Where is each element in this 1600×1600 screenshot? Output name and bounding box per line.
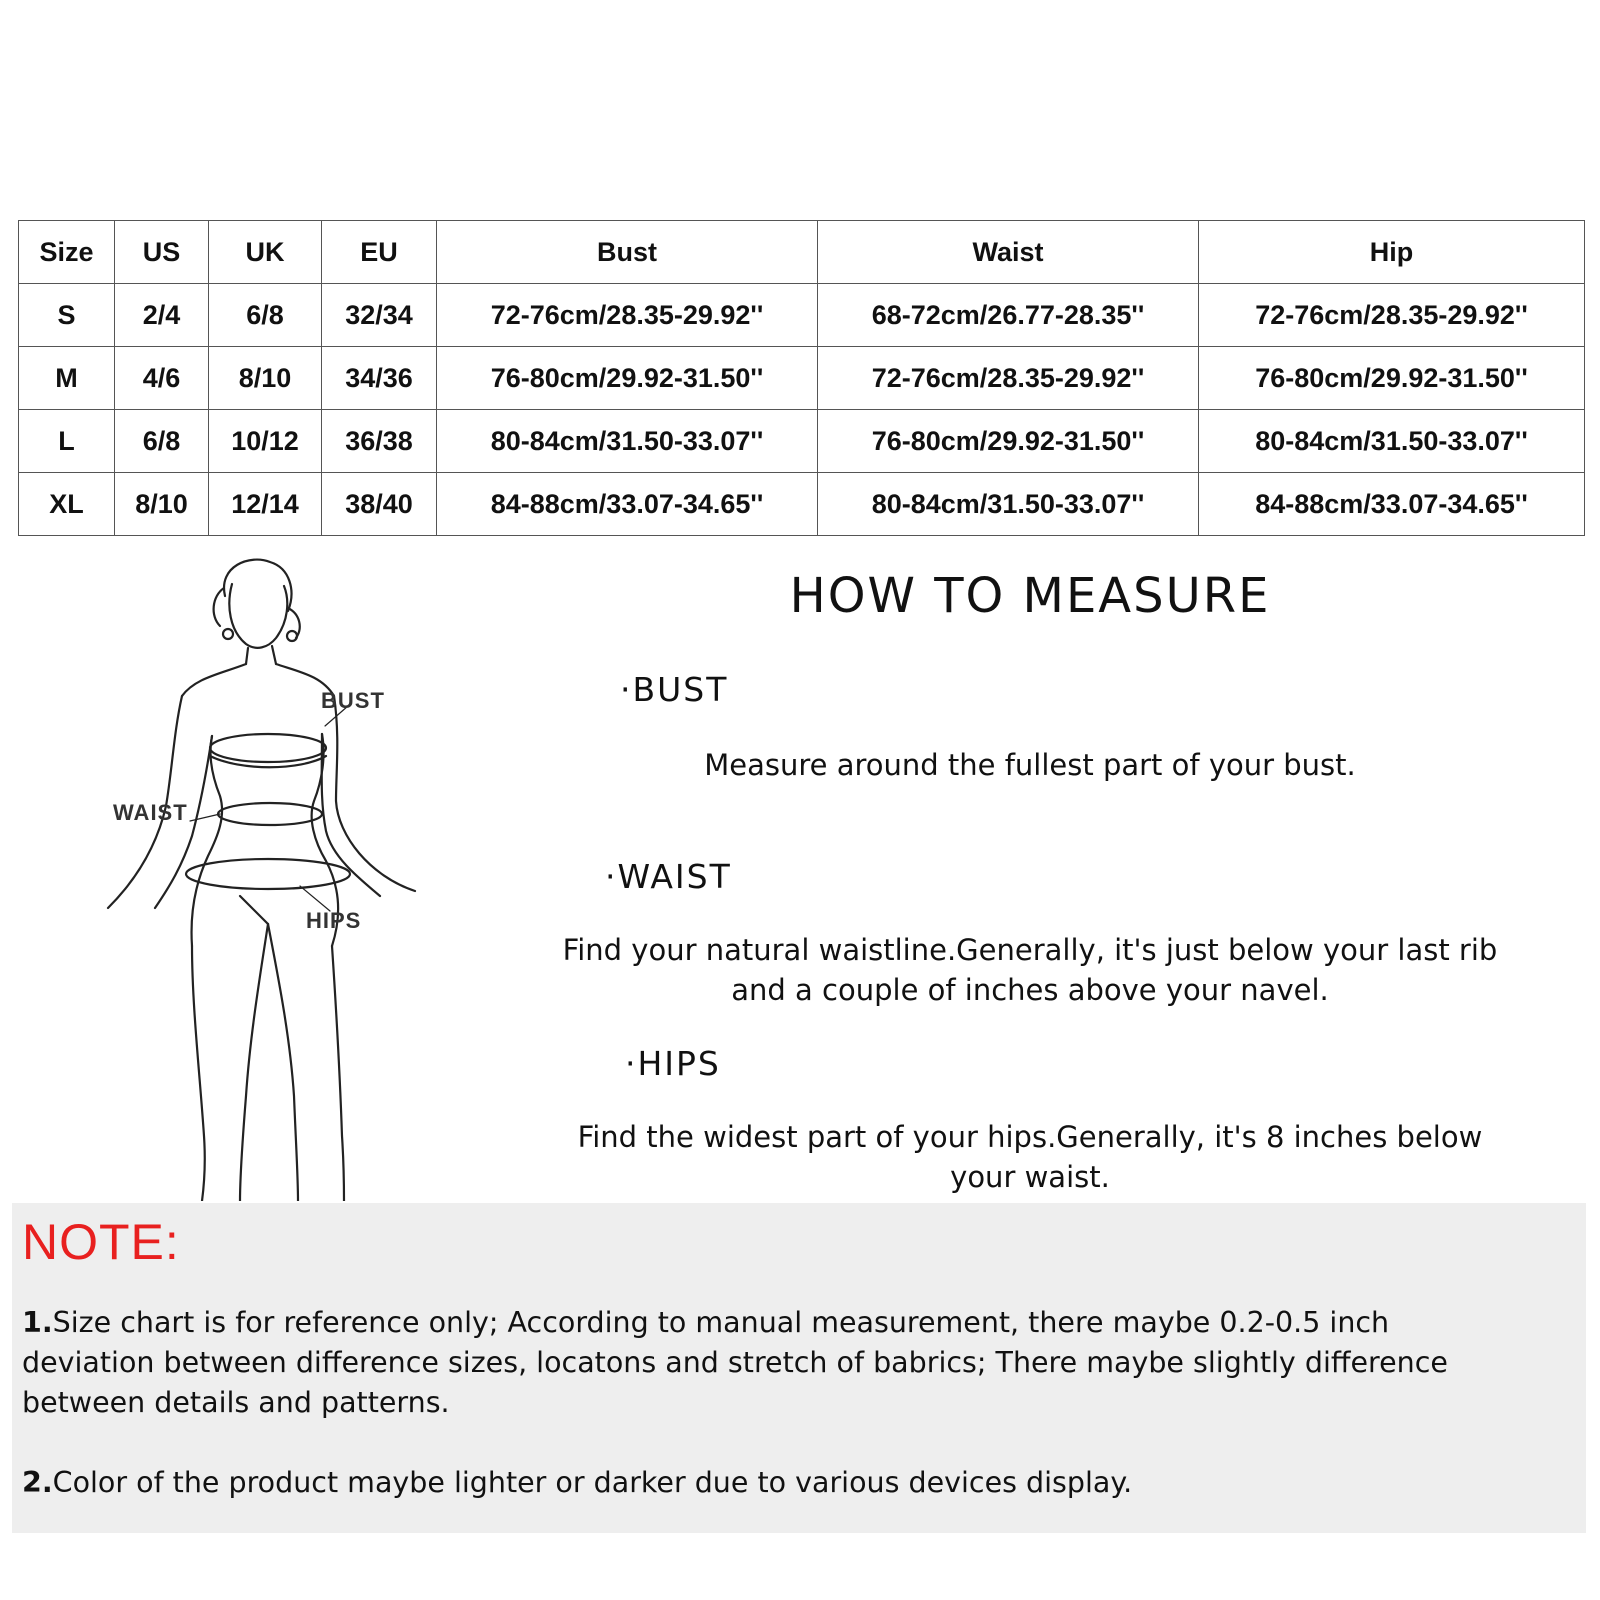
cell-waist: 80-84cm/31.50-33.07'' bbox=[818, 473, 1199, 536]
header-uk: UK bbox=[209, 221, 322, 284]
cell-waist: 76-80cm/29.92-31.50'' bbox=[818, 410, 1199, 473]
cell-uk: 12/14 bbox=[209, 473, 322, 536]
cell-bust: 84-88cm/33.07-34.65'' bbox=[437, 473, 818, 536]
cell-uk: 10/12 bbox=[209, 410, 322, 473]
waist-instruction-line: Find your natural waistline.Generally, it's just below your last rib bbox=[562, 933, 1498, 967]
note-box bbox=[12, 1203, 1586, 1533]
waist-instruction-line: and a couple of inches above your navel. bbox=[731, 973, 1329, 1007]
hips-label: HIPS bbox=[306, 908, 362, 933]
waist-heading: ·WAIST bbox=[605, 857, 732, 896]
note-item-2 bbox=[22, 1463, 1132, 1503]
cell-uk: 8/10 bbox=[209, 347, 322, 410]
size-chart-table bbox=[18, 220, 1585, 536]
table-row bbox=[19, 347, 1585, 410]
cell-size: M bbox=[19, 347, 115, 410]
cell-eu: 36/38 bbox=[322, 410, 437, 473]
bust-instruction: Measure around the fullest part of your bust. bbox=[704, 748, 1356, 782]
cell-us: 2/4 bbox=[115, 284, 209, 347]
note-item-text: Size chart is for reference only; According to manual measurement, there maybe 0.2-0.5 inch bbox=[52, 1306, 1390, 1339]
cell-bust: 76-80cm/29.92-31.50'' bbox=[437, 347, 818, 410]
how-to-measure-title: HOW TO MEASURE bbox=[789, 568, 1271, 624]
cell-hip: 72-76cm/28.35-29.92'' bbox=[1199, 284, 1585, 347]
header-size: Size bbox=[19, 221, 115, 284]
hips-instruction bbox=[500, 1117, 1560, 1197]
hips-heading: ·HIPS bbox=[625, 1044, 721, 1083]
table-header-row bbox=[19, 221, 1585, 284]
note-title: NOTE: bbox=[22, 1214, 180, 1270]
female-silhouette-icon bbox=[100, 556, 440, 1201]
waist-instruction bbox=[500, 930, 1560, 1010]
cell-us: 6/8 bbox=[115, 410, 209, 473]
cell-size: L bbox=[19, 410, 115, 473]
note-item-number: 1. bbox=[22, 1306, 53, 1339]
body-measurement-figure bbox=[100, 556, 440, 1201]
header-us: US bbox=[115, 221, 209, 284]
note-item-text: between details and patterns. bbox=[22, 1386, 450, 1419]
table-row bbox=[19, 473, 1585, 536]
cell-uk: 6/8 bbox=[209, 284, 322, 347]
cell-waist: 68-72cm/26.77-28.35'' bbox=[818, 284, 1199, 347]
cell-us: 8/10 bbox=[115, 473, 209, 536]
header-eu: EU bbox=[322, 221, 437, 284]
cell-us: 4/6 bbox=[115, 347, 209, 410]
hips-instruction-line: Find the widest part of your hips.Generally, it's 8 inches below bbox=[577, 1120, 1483, 1154]
header-bust: Bust bbox=[437, 221, 818, 284]
header-hip: Hip bbox=[1199, 221, 1585, 284]
cell-eu: 32/34 bbox=[322, 284, 437, 347]
bust-label: BUST bbox=[321, 688, 385, 713]
waist-label: WAIST bbox=[113, 800, 188, 825]
cell-bust: 80-84cm/31.50-33.07'' bbox=[437, 410, 818, 473]
cell-size: XL bbox=[19, 473, 115, 536]
cell-eu: 34/36 bbox=[322, 347, 437, 410]
cell-bust: 72-76cm/28.35-29.92'' bbox=[437, 284, 818, 347]
note-item-1 bbox=[22, 1303, 1448, 1423]
cell-waist: 72-76cm/28.35-29.92'' bbox=[818, 347, 1199, 410]
note-item-number: 2. bbox=[22, 1466, 53, 1499]
table-row bbox=[19, 284, 1585, 347]
table-row bbox=[19, 410, 1585, 473]
cell-hip: 80-84cm/31.50-33.07'' bbox=[1199, 410, 1585, 473]
header-waist: Waist bbox=[818, 221, 1199, 284]
note-item-text: deviation between difference sizes, locatons and stretch of babrics; There maybe slightly difference bbox=[22, 1346, 1448, 1379]
cell-eu: 38/40 bbox=[322, 473, 437, 536]
cell-hip: 76-80cm/29.92-31.50'' bbox=[1199, 347, 1585, 410]
note-item-text: Color of the product maybe lighter or darker due to various devices display. bbox=[52, 1466, 1133, 1499]
bust-heading: ·BUST bbox=[620, 670, 729, 709]
hips-instruction-line: your waist. bbox=[950, 1160, 1110, 1194]
cell-size: S bbox=[19, 284, 115, 347]
cell-hip: 84-88cm/33.07-34.65'' bbox=[1199, 473, 1585, 536]
